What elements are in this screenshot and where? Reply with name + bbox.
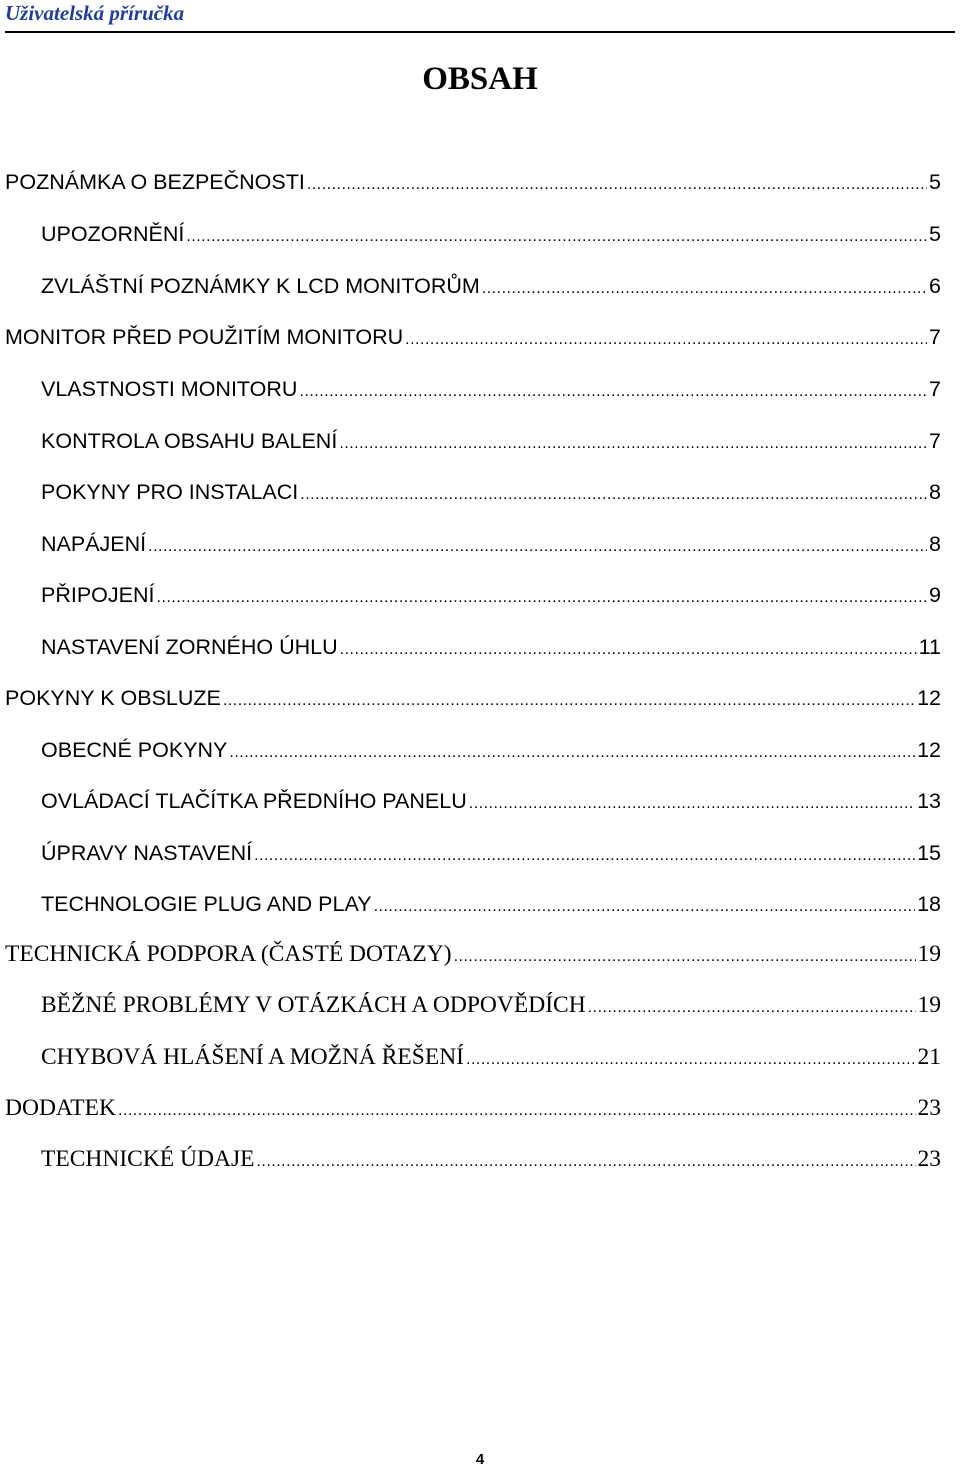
toc-dot-leader (256, 1147, 915, 1177)
toc-dot-leader (299, 377, 927, 407)
toc-entry-label: ZVLÁŠTNÍ POZNÁMKY K LCD MONITORŮM (41, 274, 480, 298)
toc-entry-page: 8 (929, 480, 941, 504)
toc-entry-page: 7 (929, 429, 941, 453)
toc-dot-leader (229, 738, 915, 768)
toc-entry-label: PŘIPOJENÍ (41, 583, 155, 607)
toc-entry[interactable] (41, 374, 941, 404)
toc-entry[interactable] (41, 632, 941, 662)
toc-entry-page: 5 (929, 170, 941, 194)
toc-entry[interactable] (41, 580, 941, 610)
toc-entry-label: TECHNICKÉ ÚDAJE (41, 1146, 255, 1172)
toc-entry[interactable] (5, 1093, 941, 1123)
toc-entry-label: ÚPRAVY NASTAVENÍ (41, 841, 253, 865)
toc-entry[interactable] (41, 990, 941, 1020)
toc-dot-leader (157, 583, 928, 613)
toc-dot-leader (466, 1045, 915, 1075)
toc-entry-page: 23 (917, 1095, 941, 1121)
toc-entry-page: 12 (917, 686, 941, 710)
toc-entry-label: BĚŽNÉ PROBLÉMY V OTÁZKÁCH A ODPOVĚDÍCH (41, 992, 586, 1018)
toc-entry-label: NAPÁJENÍ (41, 532, 147, 556)
toc-dot-leader (186, 222, 927, 252)
toc-entry-label: UPOZORNĚNÍ (41, 222, 185, 246)
toc-entry-page: 9 (929, 583, 941, 607)
toc-entry[interactable] (5, 939, 941, 969)
toc-entry-label: OBECNÉ POKYNY (41, 738, 228, 762)
toc-entry-label: VLASTNOSTI MONITORU (41, 377, 298, 401)
toc-entry[interactable] (41, 1144, 941, 1174)
toc-entry-page: 19 (917, 992, 941, 1018)
toc-entry[interactable] (41, 529, 941, 559)
toc-entry-label: POKYNY K OBSLUZE (5, 686, 221, 710)
toc-entry-page: 7 (929, 325, 941, 349)
toc-entry[interactable] (5, 167, 941, 197)
toc-entry-label: TECHNOLOGIE PLUG AND PLAY (41, 892, 372, 916)
toc-dot-leader (405, 325, 927, 355)
toc-entry-label: MONITOR PŘED POUŽITÍM MONITORU (5, 325, 404, 349)
toc-entry-page: 5 (929, 222, 941, 246)
toc-dot-leader (254, 841, 915, 871)
toc-entry-label: POZNÁMKA O BEZPEČNOSTI (5, 170, 305, 194)
toc-entry[interactable] (41, 1042, 941, 1072)
toc-entry-label: KONTROLA OBSAHU BALENÍ (41, 429, 338, 453)
toc-dot-leader (307, 170, 927, 200)
toc-entry-page: 6 (929, 274, 941, 298)
toc-entry-page: 15 (917, 841, 941, 865)
toc-entry-label: DODATEK (5, 1095, 116, 1121)
toc-entry-page: 18 (917, 892, 941, 916)
toc-dot-leader (340, 635, 917, 665)
toc-entry[interactable] (41, 477, 941, 507)
toc-entry-page: 7 (929, 377, 941, 401)
toc-entry-label: POKYNY PRO INSTALACI (41, 480, 299, 504)
page-title: OBSAH (422, 61, 538, 97)
toc-entry[interactable] (41, 786, 941, 816)
toc-entry-page: 11 (918, 635, 941, 659)
toc-entry-page: 19 (917, 941, 941, 967)
toc-dot-leader (482, 274, 927, 304)
toc-entry-label: TECHNICKÁ PODPORA (ČASTÉ DOTAZY) (5, 941, 452, 967)
toc-dot-leader (588, 993, 916, 1023)
toc-dot-leader (454, 942, 916, 972)
running-header: Uživatelská příručka (5, 1, 185, 25)
toc-dot-leader (339, 429, 927, 459)
toc-entry-page: 23 (917, 1146, 941, 1172)
toc-entry-page: 12 (917, 738, 941, 762)
toc-entry-page: 8 (929, 532, 941, 556)
toc-dot-leader (118, 1096, 916, 1126)
toc-dot-leader (300, 480, 927, 510)
toc-entry[interactable] (41, 889, 941, 919)
toc-entry-label: CHYBOVÁ HLÁŠENÍ A MOŽNÁ ŘEŠENÍ (41, 1044, 465, 1070)
toc-entry[interactable] (41, 271, 941, 301)
toc-entry[interactable] (41, 426, 941, 456)
toc-entry-label: OVLÁDACÍ TLAČÍTKA PŘEDNÍHO PANELU (41, 789, 467, 813)
toc-entry[interactable] (5, 322, 941, 352)
toc-entry[interactable] (41, 219, 941, 249)
toc-entry[interactable] (41, 838, 941, 868)
toc-dot-leader (469, 789, 915, 819)
toc-entry[interactable] (41, 735, 941, 765)
toc-dot-leader (223, 686, 915, 716)
toc-entry-page: 13 (917, 789, 941, 813)
toc-dot-leader (374, 892, 916, 922)
page-number: 4 (475, 1451, 485, 1468)
toc-dot-leader (148, 532, 927, 562)
toc-entry-label: NASTAVENÍ ZORNÉHO ÚHLU (41, 635, 338, 659)
toc-entry-page: 21 (917, 1044, 941, 1070)
toc-entry[interactable] (5, 683, 941, 713)
